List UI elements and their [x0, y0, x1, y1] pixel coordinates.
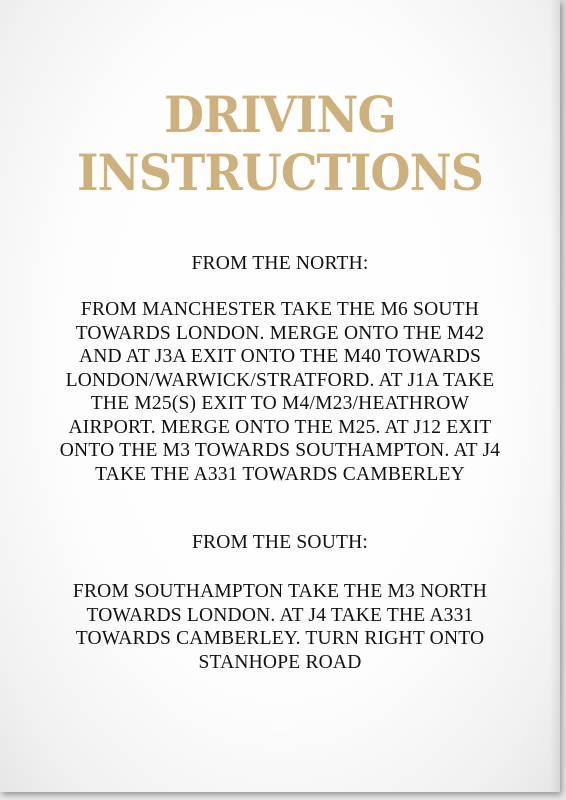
north-line: THE M25(S) EXIT TO M4/M23/HEATHROW: [90, 393, 470, 414]
north-line: ONTO THE M3 TOWARDS SOUTHAMPTON. AT J4: [59, 440, 501, 461]
north-heading: FROM THE NORTH:: [191, 253, 369, 274]
south-line: TOWARDS CAMBERLEY. TURN RIGHT ONTO: [75, 628, 485, 649]
page-title: [22, 86, 537, 202]
title-line-2: INSTRUCTIONS: [76, 143, 484, 202]
title-line-1: DRIVING: [164, 85, 396, 144]
north-line: TAKE THE A331 TOWARDS CAMBERLEY: [95, 463, 465, 485]
north-line: FROM MANCHESTER TAKE THE M6 SOUTH: [80, 299, 480, 320]
south-instructions: [20, 580, 540, 674]
north-line: TOWARDS LONDON. MERGE ONTO THE M42: [75, 322, 485, 344]
south-line: STANHOPE ROAD: [198, 651, 362, 673]
south-line: FROM SOUTHAMPTON TAKE THE M3 NORTH: [72, 581, 488, 602]
south-heading: FROM THE SOUTH:: [192, 532, 368, 553]
north-line: AIRPORT. MERGE ONTO THE M25. AT J12 EXIT: [68, 416, 492, 438]
north-instructions: [20, 298, 540, 486]
north-line: AND AT J3A EXIT ONTO THE M40 TOWARDS: [78, 346, 482, 367]
north-line: LONDON/WARWICK/STRATFORD. AT J1A TAKE: [65, 369, 495, 391]
south-line: TOWARDS LONDON. AT J4 TAKE THE A331: [86, 604, 474, 626]
